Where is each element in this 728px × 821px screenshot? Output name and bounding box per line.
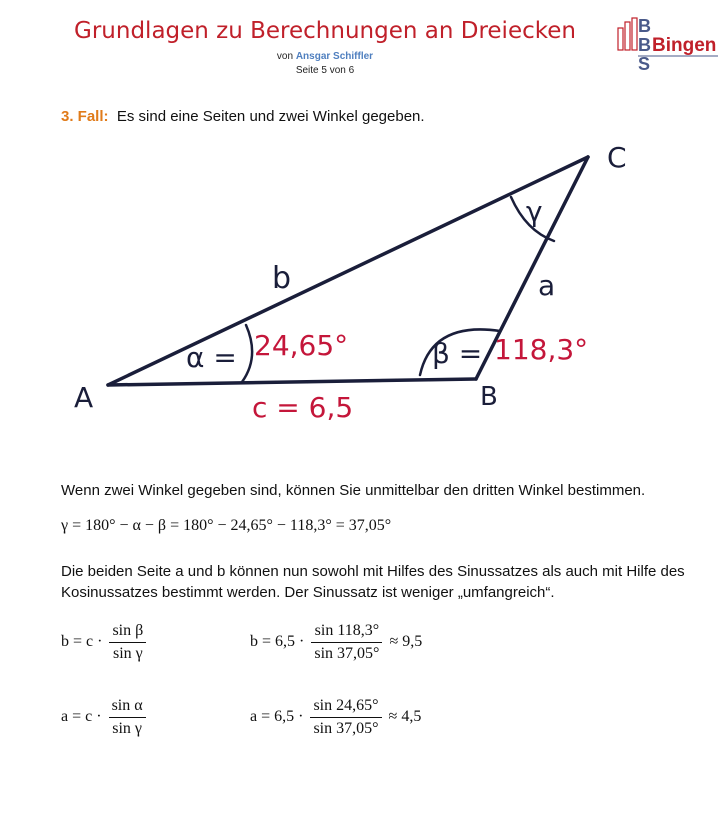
angle-gamma-symbol: γ	[526, 195, 543, 228]
paragraph-third-angle: Wenn zwei Winkel gegeben sind, können Sie unmittelbar den dritten Winkel bestimmen.	[61, 482, 646, 499]
gamma-equation: γ = 180° − α − β = 180° − 24,65° − 118,3° = 37,05°	[61, 517, 392, 534]
formula-a-lhs: a = c ·	[61, 708, 102, 726]
side-c-value: c = 6,5	[252, 391, 354, 424]
formula-b-num-lhs: b = 6,5 ·	[250, 633, 305, 651]
triangle-figure	[60, 135, 660, 445]
formula-a-num-denominator: sin 37,05°	[313, 720, 379, 737]
byline	[0, 51, 650, 62]
angle-beta-symbol: β =	[432, 337, 483, 370]
angle-alpha-symbol: α =	[186, 341, 237, 374]
formula-a-numeric	[250, 697, 421, 738]
side-c-line	[108, 379, 476, 385]
formula-a-num-lhs: a = 6,5 ·	[250, 708, 304, 726]
logo-building-icon	[618, 18, 637, 50]
formula-b-result: ≈ 9,5	[389, 633, 423, 651]
side-a-label: a	[538, 269, 556, 302]
case-heading	[61, 108, 425, 125]
side-b-label: b	[272, 261, 292, 296]
formula-b-fraction	[109, 622, 146, 663]
angle-alpha-value: 24,65°	[254, 329, 349, 362]
vertex-c-label: C	[607, 141, 627, 174]
formula-a-denominator: sin γ	[112, 720, 142, 737]
formula-b-numeric	[250, 622, 422, 663]
author-name: Ansgar Schiffler	[295, 51, 374, 62]
formula-b-num-denominator: sin 37,05°	[314, 645, 380, 662]
formula-a-num-numerator: sin 24,65°	[310, 697, 381, 718]
formula-a-numerator: sin α	[109, 697, 146, 718]
formula-b-general	[61, 622, 149, 663]
angle-alpha-arc	[242, 325, 252, 382]
formula-a-result: ≈ 4,5	[388, 708, 422, 726]
page-number: Seite 5 von 6	[295, 65, 355, 76]
case-label: 3. Fall:	[61, 108, 109, 125]
logo-word: Bingen	[652, 35, 717, 56]
formula-a-fraction	[109, 697, 146, 738]
formula-b-lhs: b = c ·	[61, 633, 103, 651]
bbs-bingen-logo	[614, 16, 720, 72]
vertex-a-label: A	[74, 381, 94, 414]
logo-letter-2: B	[638, 35, 651, 55]
vertex-b-label: B	[480, 382, 498, 412]
byline-prefix: von	[276, 51, 296, 62]
formula-a-num-fraction	[310, 697, 381, 738]
formula-b-num-fraction	[311, 622, 382, 663]
angle-beta-value: 118,3°	[494, 333, 589, 366]
paragraph-sinussatz: Die beiden Seite a und b können nun sowohl mit Hilfes des Sinussatzes als auch mit Hilfe des Kosinussatzes bestimmt werden. Der Sinussatz ist weniger „umfangreich“.	[61, 563, 685, 601]
formula-a-general	[61, 697, 149, 738]
case-text: Es sind eine Seiten und zwei Winkel gegeben.	[116, 108, 425, 125]
formula-b-num-numerator: sin 118,3°	[311, 622, 382, 643]
logo-letter-3: S	[638, 54, 651, 72]
logo-letter-1: B	[638, 16, 651, 36]
document-title: Grundlagen zu Berechnungen an Dreiecken	[74, 18, 576, 44]
formula-b-denominator: sin γ	[112, 645, 143, 662]
formula-b-numerator: sin β	[109, 622, 146, 643]
